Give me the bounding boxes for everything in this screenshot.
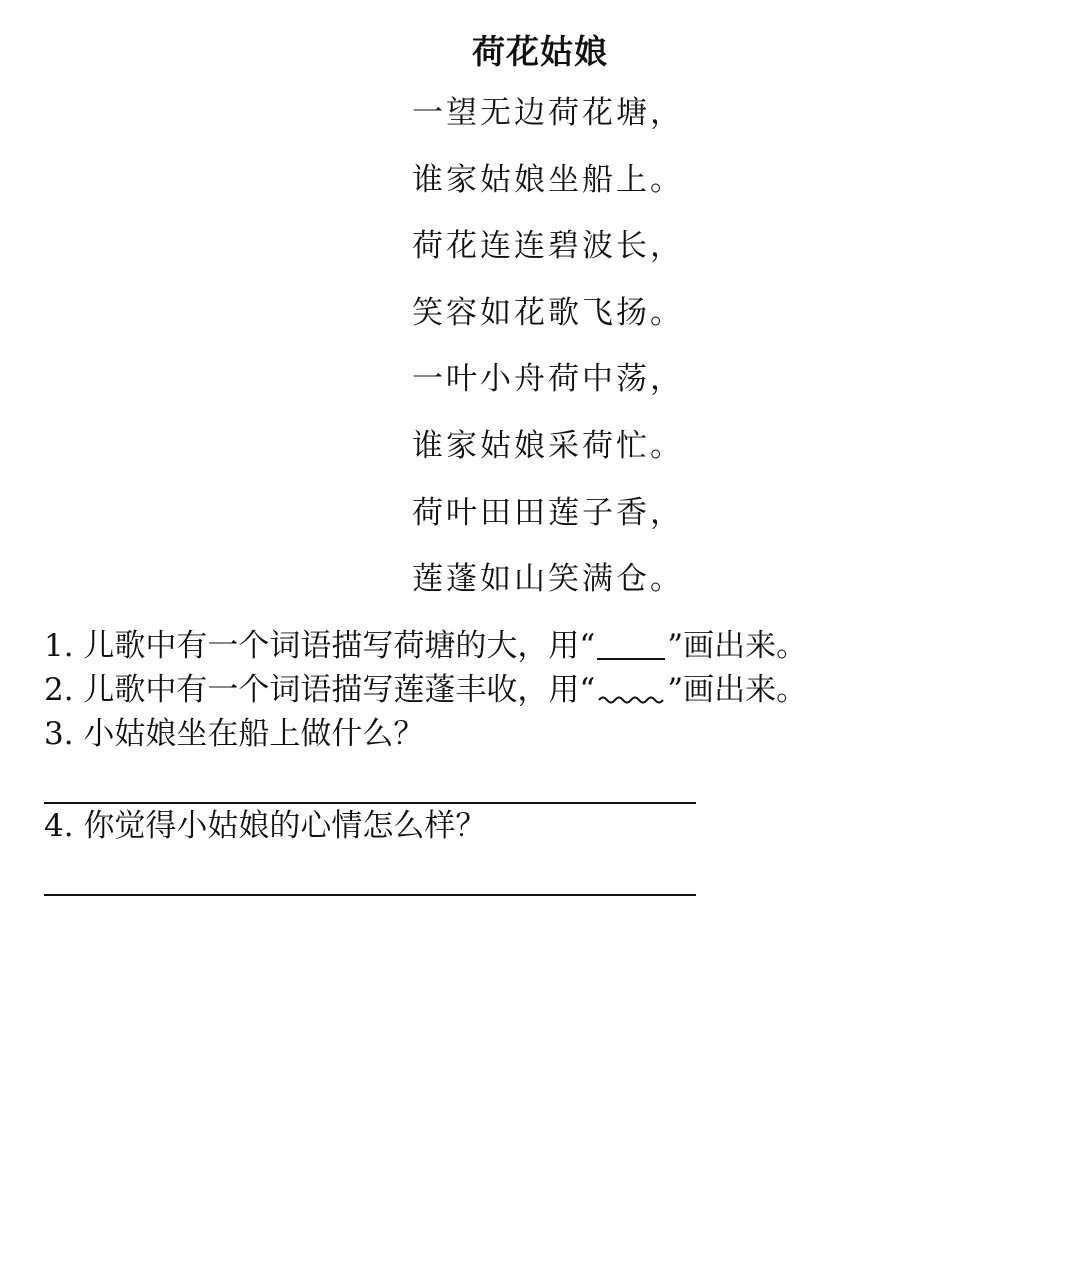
- question-2-tail: ”画出来。: [667, 672, 808, 708]
- straight-underline-mark: [597, 628, 665, 660]
- question-3: 3. 小姑娘坐在船上做什么？: [44, 716, 425, 752]
- document-title: 荷花姑娘: [472, 32, 608, 71]
- poem-line: 荷花连连碧波长，: [412, 228, 684, 265]
- answer-line-4[interactable]: [44, 894, 696, 896]
- poem-line: 一望无边荷花塘，: [412, 95, 684, 131]
- question-1-tail: ”画出来。: [667, 628, 808, 664]
- poem-line: 莲蓬如山笑满仓。: [412, 561, 684, 598]
- question-1: [44, 624, 1044, 668]
- poem-line: 谁家姑娘采荷忙。: [412, 427, 684, 464]
- poem-line: 荷叶田田莲子香，: [412, 494, 684, 531]
- question-2: [44, 668, 1044, 712]
- question-4: 4. 你觉得小姑娘的心情怎么样？: [44, 808, 487, 844]
- question-2-text: 2. 儿歌中有一个词语描写莲蓬丰收，用“: [44, 672, 596, 708]
- poem-line: 一叶小舟荷中荡，: [412, 361, 684, 398]
- poem-line: 笑容如花歌飞扬。: [412, 294, 684, 331]
- poem-line: 谁家姑娘坐船上。: [412, 161, 684, 198]
- questions-section: [44, 624, 1044, 896]
- wavy-underline-mark: [597, 674, 665, 706]
- question-1-text: 1. 儿歌中有一个词语描写荷塘的大，用“: [44, 628, 596, 664]
- poem: [0, 90, 1080, 623]
